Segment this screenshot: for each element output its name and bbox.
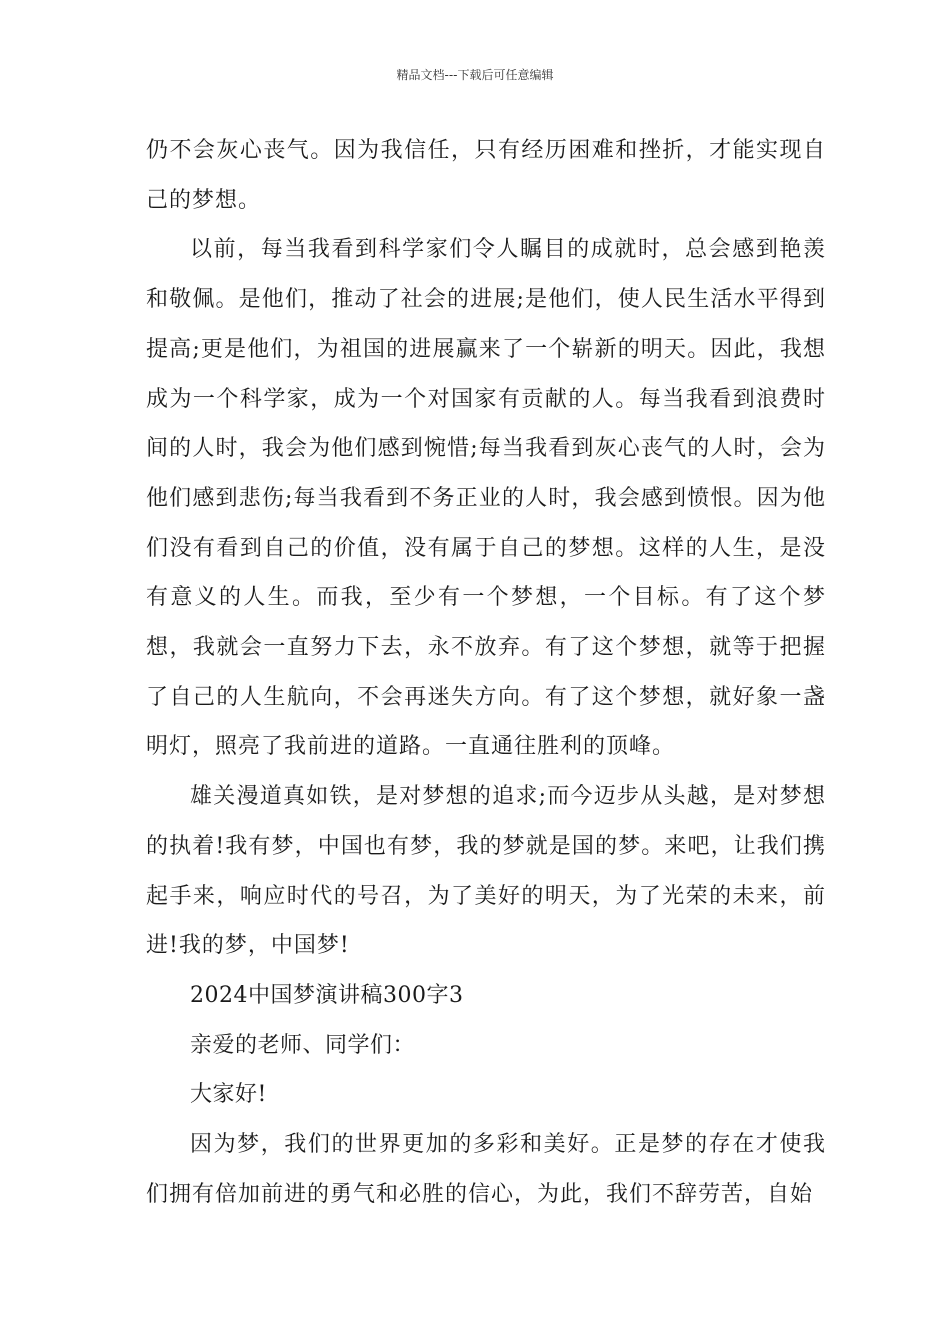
paragraph-scientist: 以前，每当我看到科学家们令人瞩目的成就时，总会感到艳羡和敬佩。是他们，推动了社会的进展;是他们，使人民生活水平得到提高;更是他们，为祖国的进展赢来了一个崭新的明天。因此，我想成为一个科学家，成为一个对国家有贡献的人。每当我看到浪费时间的人时，我会为他们感到惋惜;每当我看到灰心丧气的人时，会为他们感到悲伤;每当我看到不务正业的人时，我会感到愤恨。因为他们没有看到自己的价值，没有属于自己的梦想。这样的人生，是没有意义的人生。而我，至少有一个梦想，一个目标。有了这个梦想，我就会一直努力下去，永不放弃。有了这个梦想，就等于把握了自己的人生航向，不会再迷失方向。有了这个梦想，就好象一盏明灯，照亮了我前进的道路。一直通往胜利的顶峰。 — [146, 237, 826, 760]
paragraph-because-dream: 因为梦，我们的世界更加的多彩和美好。正是梦的存在才使我们拥有倍加前进的勇气和必胜的信心，为此，我们不辞劳苦，自始 — [146, 1132, 826, 1207]
greeting: 大家好! — [190, 1082, 267, 1108]
paragraph-china-dream: 雄关漫道真如铁，是对梦想的追求;而今迈步从头越，是对梦想的执着!我有梦，中国也有梦，我的梦就是国的梦。来吧，让我们携起手来，响应时代的号召，为了美好的明天，为了光荣的未来，前进!我的梦，中国梦! — [146, 784, 826, 959]
document-body — [146, 126, 826, 1219]
section-title: 2024中国梦演讲稿300字3 — [190, 982, 464, 1008]
page-header: 精品文档---下载后可任意编辑 — [396, 68, 554, 82]
salutation: 亲爱的老师、同学们： — [190, 1032, 416, 1058]
paragraph-continuation: 仍不会灰心丧气。因为我信任，只有经历困难和挫折，才能实现自己的梦想。 — [146, 138, 826, 213]
